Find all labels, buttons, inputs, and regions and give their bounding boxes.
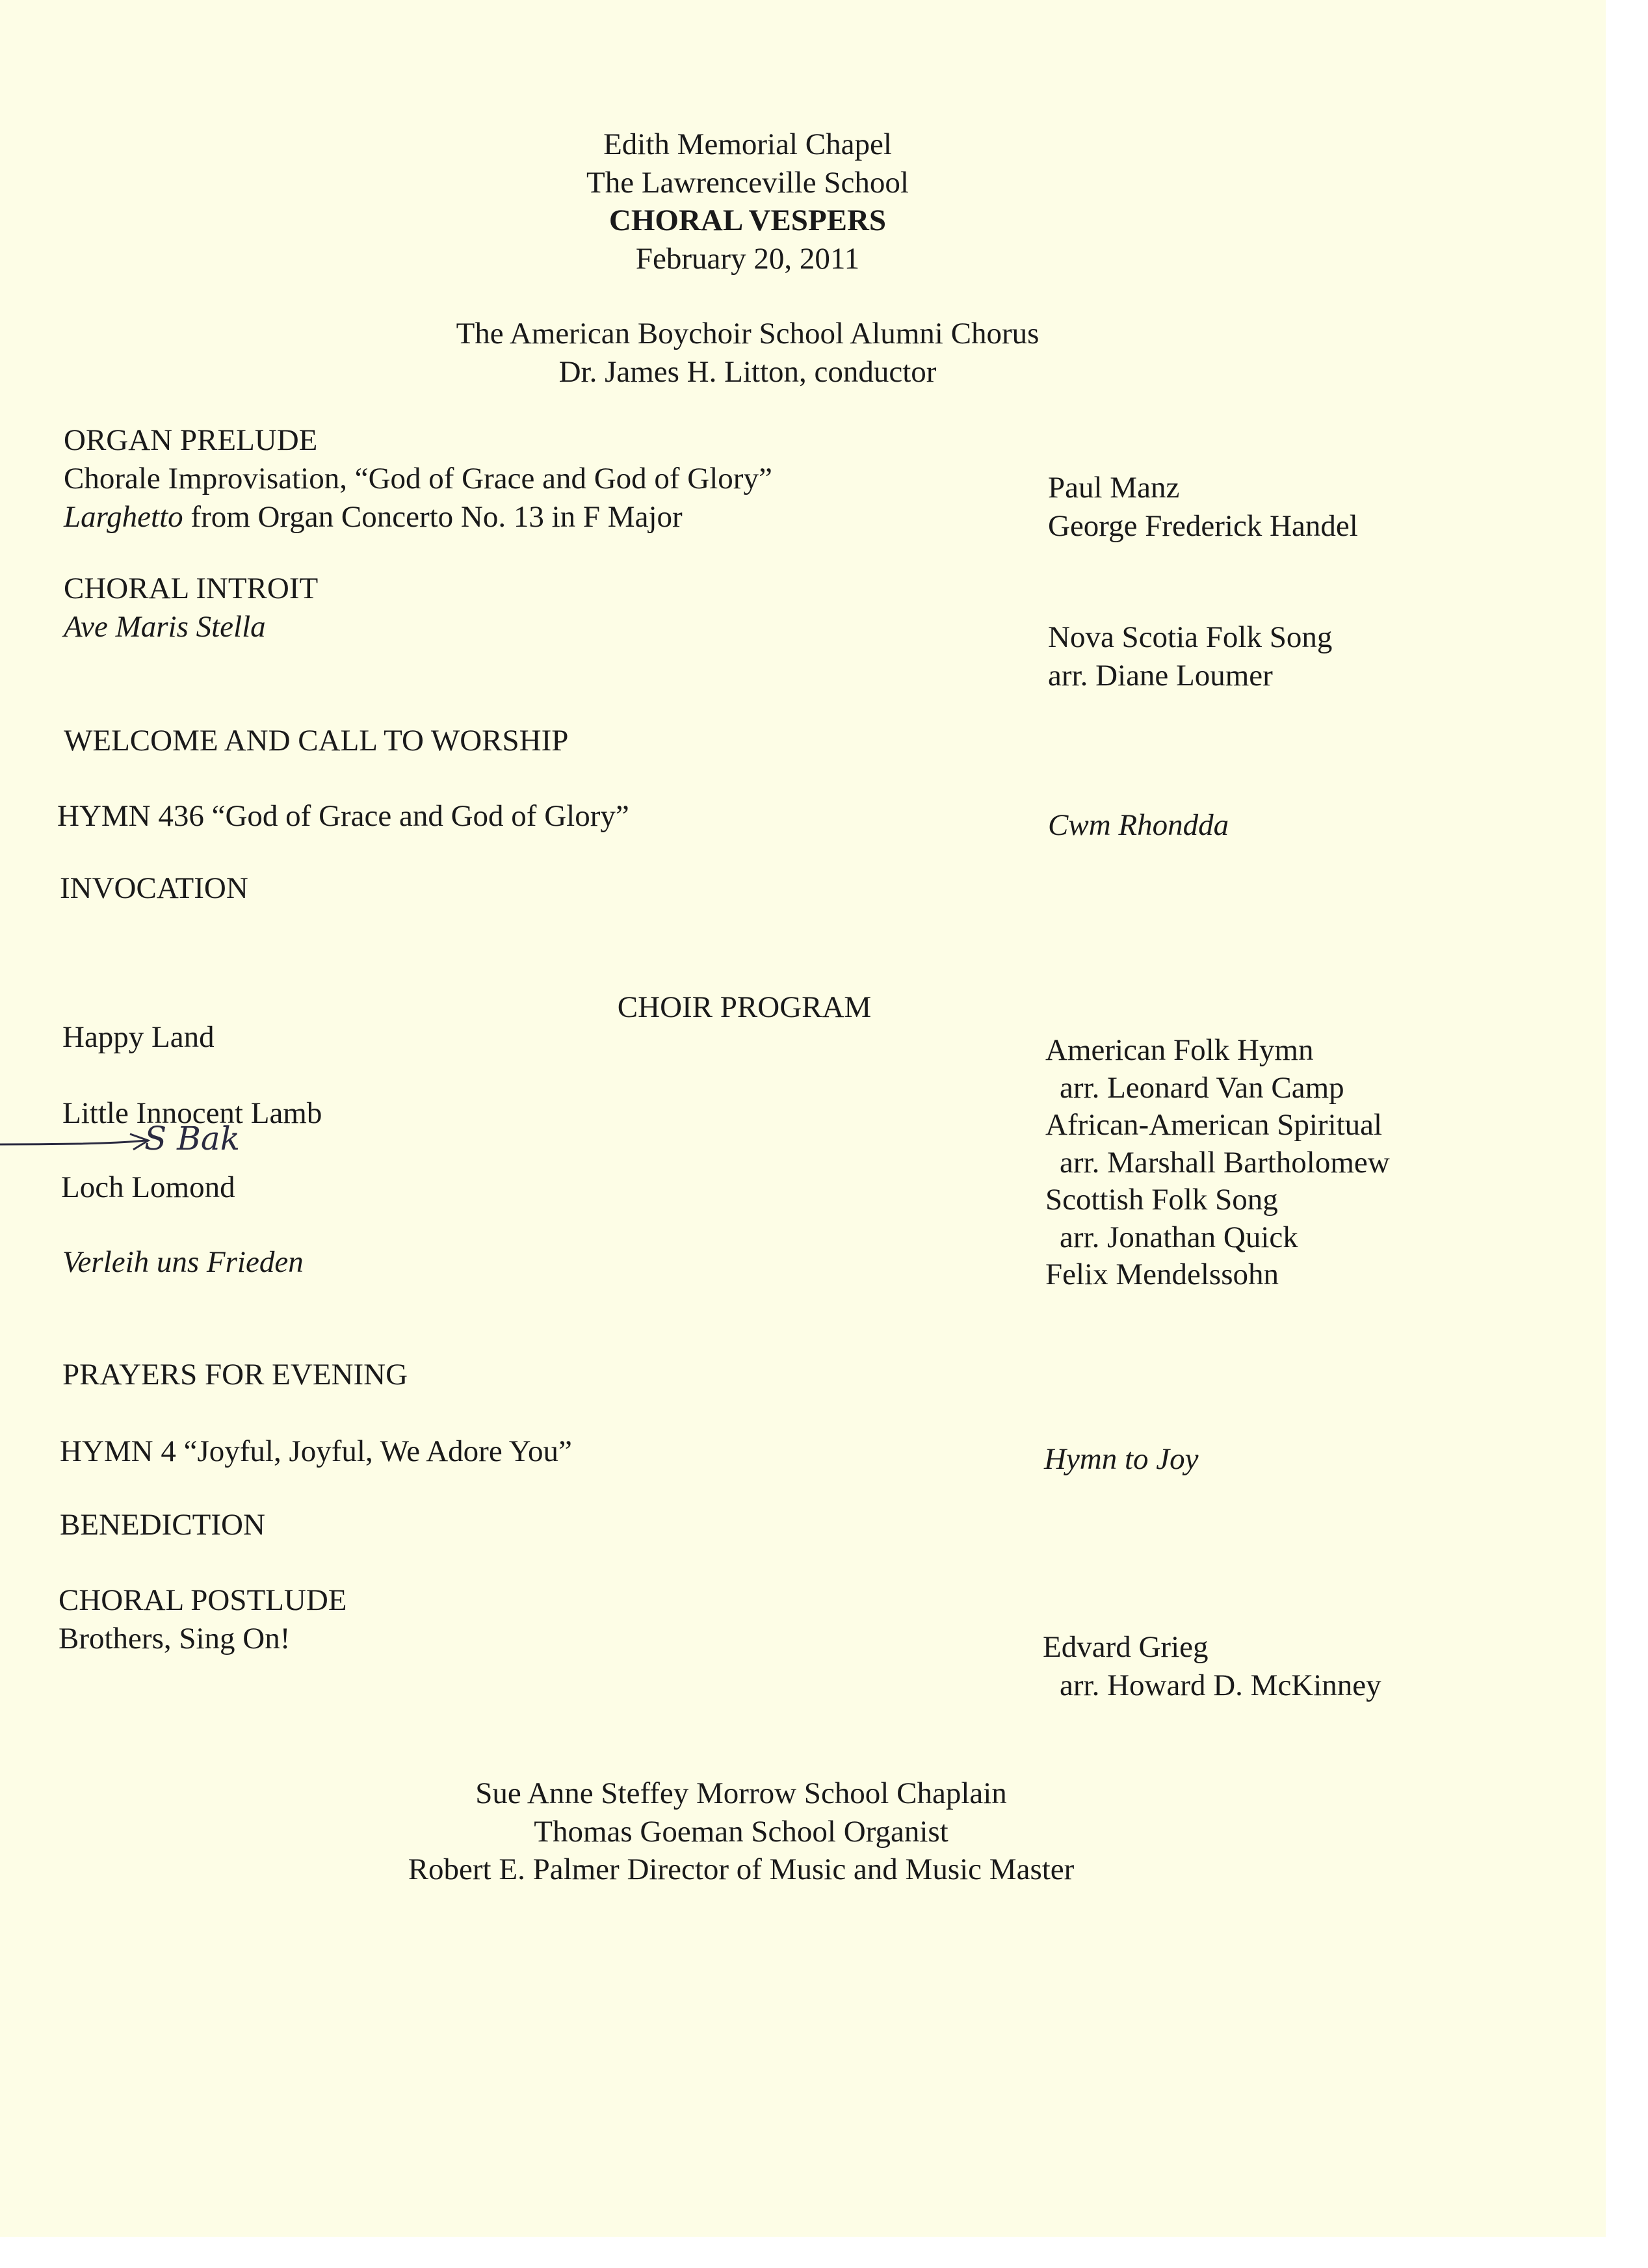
prelude-piece-2: [64, 498, 683, 536]
prelude-piece-2-movement: Larghetto: [64, 500, 183, 534]
chorus-name: The American Boychoir School Alumni Chorus: [456, 317, 1040, 350]
choir-credit: arr. Marshall Bartholomew: [1060, 1146, 1390, 1180]
music-director-credit: Robert E. Palmer Director of Music and Music Master: [408, 1853, 1075, 1886]
choir-credit: Felix Mendelssohn: [1045, 1258, 1279, 1291]
welcome-heading: WELCOME AND CALL TO WORSHIP: [64, 724, 569, 758]
postlude-piece: Brothers, Sing On!: [59, 1622, 291, 1655]
handwritten-note: S Bak: [144, 1120, 240, 1157]
choir-piece: Happy Land: [62, 1020, 215, 1054]
choir-piece: Verleih uns Frieden: [62, 1245, 304, 1279]
organ-prelude-heading: ORGAN PRELUDE: [64, 423, 318, 457]
choir-credit: arr. Jonathan Quick: [1060, 1220, 1298, 1254]
postlude-heading: CHORAL POSTLUDE: [59, 1583, 347, 1617]
chaplain-credit: Sue Anne Steffey Morrow School Chaplain: [475, 1776, 1007, 1810]
conductor-name: Dr. James H. Litton, conductor: [558, 355, 937, 389]
prelude-composer-2: George Frederick Handel: [1048, 509, 1358, 543]
introit-heading: CHORAL INTROIT: [64, 572, 319, 605]
hymn-436-tune: Cwm Rhondda: [1048, 808, 1229, 842]
choir-piece: Little Innocent Lamb: [62, 1096, 322, 1130]
school-name: The Lawrenceville School: [586, 166, 909, 200]
prayers-heading: PRAYERS FOR EVENING: [62, 1358, 408, 1391]
event-date: February 20, 2011: [635, 242, 860, 276]
introit-composer: Nova Scotia Folk Song: [1048, 620, 1333, 654]
chapel-name: Edith Memorial Chapel: [603, 127, 892, 161]
postlude-composer: Edvard Grieg: [1043, 1630, 1209, 1664]
choir-credit: Scottish Folk Song: [1045, 1183, 1278, 1217]
choir-credit: arr. Leonard Van Camp: [1060, 1071, 1344, 1105]
hymn-4-tune: Hymn to Joy: [1044, 1442, 1199, 1476]
prelude-composer-1: Paul Manz: [1048, 471, 1180, 505]
hymn-4: HYMN 4 “Joyful, Joyful, We Adore You”: [60, 1434, 572, 1468]
choir-piece: Loch Lomond: [61, 1170, 235, 1204]
choir-credit: African-American Spiritual: [1045, 1108, 1383, 1142]
choir-program-heading: CHOIR PROGRAM: [617, 990, 872, 1024]
invocation-heading: INVOCATION: [60, 871, 248, 905]
benediction-heading: BENEDICTION: [60, 1508, 265, 1542]
introit-piece: Ave Maris Stella: [64, 610, 266, 644]
introit-arranger: arr. Diane Loumer: [1048, 659, 1273, 692]
choir-credit: American Folk Hymn: [1045, 1033, 1314, 1067]
hymn-436: HYMN 436 “God of Grace and God of Glory”: [57, 799, 629, 833]
postlude-arranger: arr. Howard D. McKinney: [1060, 1668, 1381, 1702]
prelude-piece-2-source: from Organ Concerto No. 13 in F Major: [183, 500, 683, 534]
organist-credit: Thomas Goeman School Organist: [534, 1815, 948, 1849]
handwritten-arrow-icon: [0, 1125, 156, 1164]
event-title: CHORAL VESPERS: [608, 204, 887, 237]
prelude-piece-1: Chorale Improvisation, “God of Grace and God of Glory”: [64, 462, 772, 495]
